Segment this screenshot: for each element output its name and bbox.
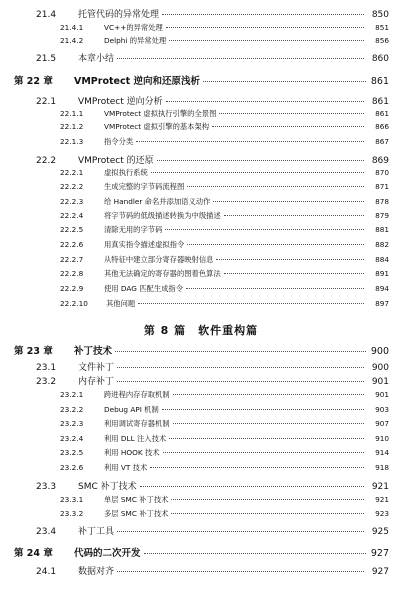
entry-title: 补丁工具 [78, 527, 115, 537]
toc-subsection-entry[interactable] [0, 122, 402, 132]
toc-subsection-entry[interactable] [0, 495, 402, 505]
dot-leader [150, 467, 364, 468]
entry-title: 本章小结 [78, 54, 115, 64]
part-heading: 第 8 篇 软件重构篇 [143, 324, 259, 337]
entry-number: 23.2.5 [60, 448, 84, 457]
dot-leader [140, 486, 364, 487]
entry-page-number: 894 [375, 284, 389, 293]
dot-leader [162, 409, 364, 410]
entry-number: 22.2.10 [60, 299, 88, 308]
dot-leader [138, 303, 364, 304]
entry-page-number: 851 [375, 23, 389, 32]
entry-page-number: 907 [375, 419, 389, 428]
toc-subsection-entry[interactable] [0, 463, 402, 473]
entry-page-number: 910 [375, 434, 389, 443]
entry-number: 24.1 [36, 567, 57, 577]
dot-leader [186, 288, 364, 289]
entry-title: 指令分类 [104, 137, 134, 146]
entry-number: 22.2.7 [60, 255, 84, 264]
dot-leader [169, 40, 364, 41]
entry-title: 将字节码的低级描述转换为中级描述 [104, 211, 221, 220]
dot-leader [144, 553, 366, 554]
entry-page-number: 856 [375, 36, 389, 45]
entry-number: 23.3.2 [60, 509, 84, 518]
toc-section-entry[interactable] [0, 51, 402, 64]
entry-number: 22.1.1 [60, 109, 84, 118]
toc-subsection-entry[interactable] [0, 269, 402, 279]
toc-subsection-entry[interactable] [0, 448, 402, 458]
dot-leader [151, 172, 364, 173]
entry-page-number: 879 [375, 211, 389, 220]
entry-number: 第 23 章 [14, 346, 53, 357]
dot-leader [136, 141, 364, 142]
entry-title: 其他无法确定的寄存器的图着色算法 [104, 269, 221, 278]
toc-section-entry[interactable] [0, 7, 402, 20]
entry-number: 21.4.1 [60, 23, 84, 32]
entry-number: 22.2.3 [60, 197, 84, 206]
entry-page-number: 901 [371, 377, 389, 387]
entry-page-number: 861 [375, 109, 389, 118]
entry-title: VC++的异常处理 [104, 23, 163, 32]
entry-page-number: 870 [375, 168, 389, 177]
toc-subsection-entry[interactable] [0, 225, 402, 235]
toc-subsection-entry[interactable] [0, 109, 402, 119]
entry-title: Delphi 的异常处理 [104, 36, 167, 45]
entry-title: 给 Handler 命名并添加语义动作 [104, 197, 211, 206]
dot-leader [115, 351, 366, 352]
dot-leader [166, 27, 364, 28]
dot-leader [163, 452, 364, 453]
entry-page-number: 900 [370, 346, 389, 357]
entry-title: 从特征中建立部分寄存器映射信息 [104, 255, 214, 264]
toc-subsection-entry[interactable] [0, 168, 402, 178]
entry-page-number: 871 [375, 182, 389, 191]
entry-number: 22.2 [36, 156, 57, 166]
dot-leader [117, 381, 364, 382]
entry-page-number: 900 [371, 363, 389, 373]
dot-leader [171, 499, 364, 500]
entry-page-number: 881 [375, 225, 389, 234]
entry-title: 单层 SMC 补丁技术 [104, 495, 169, 504]
toc-subsection-entry[interactable] [0, 255, 402, 265]
entry-page-number: 867 [375, 137, 389, 146]
entry-number: 23.2.2 [60, 405, 84, 414]
entry-number: 22.1 [36, 97, 57, 107]
dot-leader [117, 58, 364, 59]
entry-number: 23.4 [36, 527, 57, 537]
entry-title: Debug API 机制 [104, 405, 159, 414]
entry-page-number: 869 [371, 156, 389, 166]
dot-leader [219, 113, 364, 114]
entry-number: 21.4 [36, 10, 57, 20]
toc-section-entry[interactable] [0, 360, 402, 373]
entry-title: 跨进程内存存取机制 [104, 390, 170, 399]
dot-leader [162, 14, 364, 15]
entry-page-number: 866 [375, 122, 389, 131]
entry-title: VMProtect 虚拟引擎的基本架构 [104, 122, 210, 131]
dot-leader [216, 259, 364, 260]
entry-title: 多层 SMC 补丁技术 [104, 509, 169, 518]
toc-chapter-entry[interactable] [0, 343, 402, 357]
entry-page-number: 927 [370, 548, 389, 559]
dot-leader [187, 186, 364, 187]
dot-leader [166, 101, 364, 102]
entry-title: 利用 HOOK 技术 [104, 448, 160, 457]
dot-leader [117, 367, 364, 368]
toc-subsection-entry[interactable] [0, 137, 402, 147]
entry-title: 托管代码的异常处理 [78, 10, 160, 20]
dot-leader [212, 126, 364, 127]
toc-chapter-entry[interactable] [0, 545, 402, 559]
entry-number: 22.2.2 [60, 182, 84, 191]
toc-section-entry[interactable] [0, 524, 402, 537]
entry-number: 21.4.2 [60, 36, 84, 45]
dot-leader [203, 81, 366, 82]
entry-title: 代码的二次开发 [74, 548, 141, 559]
entry-page-number: 861 [371, 97, 389, 107]
entry-number: 第 24 章 [14, 548, 53, 559]
toc-subsection-entry[interactable] [0, 284, 402, 294]
entry-number: 23.2.3 [60, 419, 84, 428]
entry-page-number: 882 [375, 240, 389, 249]
entry-page-number: 921 [371, 482, 389, 492]
toc-section-entry[interactable] [0, 94, 402, 107]
toc-section-entry[interactable] [0, 564, 402, 577]
entry-number: 22.2.8 [60, 269, 84, 278]
toc-subsection-entry[interactable] [0, 36, 402, 46]
entry-title: 使用 DAG 匹配生成指令 [104, 284, 184, 293]
toc-subsection-entry[interactable] [0, 23, 402, 33]
toc-chapter-entry[interactable] [0, 73, 402, 87]
entry-number: 23.3 [36, 482, 57, 492]
entry-page-number: 918 [375, 463, 389, 472]
toc-subsection-entry[interactable] [0, 419, 402, 429]
entry-page-number: 897 [375, 299, 389, 308]
entry-page-number: 921 [375, 495, 389, 504]
dot-leader [213, 201, 364, 202]
toc-section-entry[interactable] [0, 479, 402, 492]
entry-page-number: 891 [375, 269, 389, 278]
toc-subsection-entry[interactable] [0, 197, 402, 207]
dot-leader [224, 273, 364, 274]
dot-leader [224, 215, 364, 216]
entry-number: 第 22 章 [14, 76, 53, 87]
entry-title: SMC 补丁技术 [78, 482, 137, 492]
entry-title: 生成完整的字节码流程图 [104, 182, 185, 191]
entry-title: 虚拟执行系统 [104, 168, 148, 177]
toc-subsection-entry[interactable] [0, 390, 402, 400]
toc-subsection-entry[interactable] [0, 299, 402, 309]
entry-page-number: 927 [371, 567, 389, 577]
entry-title: 文件补丁 [78, 363, 115, 373]
entry-number: 22.1.2 [60, 122, 84, 131]
entry-number: 22.2.6 [60, 240, 84, 249]
entry-title: 利用 VT 技术 [104, 463, 148, 472]
entry-title: 利用调试寄存器机制 [104, 419, 170, 428]
entry-title: VMProtect 虚拟执行引擎的全景图 [104, 109, 217, 118]
dot-leader [171, 513, 364, 514]
entry-title: 内存补丁 [78, 377, 115, 387]
entry-page-number: 925 [371, 527, 389, 537]
entry-title: 其他问题 [106, 299, 136, 308]
dot-leader [117, 571, 364, 572]
toc-subsection-entry[interactable] [0, 211, 402, 221]
entry-page-number: 850 [371, 10, 389, 20]
entry-title: VMProtect 逆向分析 [78, 97, 163, 107]
entry-number: 22.2.5 [60, 225, 84, 234]
entry-number: 23.3.1 [60, 495, 84, 504]
entry-page-number: 884 [375, 255, 389, 264]
toc-subsection-entry[interactable] [0, 509, 402, 519]
dot-leader [117, 531, 364, 532]
toc-section-entry[interactable] [0, 374, 402, 387]
entry-number: 21.5 [36, 54, 57, 64]
entry-number: 23.1 [36, 363, 57, 373]
toc-section-entry[interactable] [0, 153, 402, 166]
entry-title: VMProtect 的还原 [78, 156, 154, 166]
entry-page-number: 861 [370, 76, 389, 87]
entry-number: 22.2.1 [60, 168, 84, 177]
entry-number: 22.1.3 [60, 137, 84, 146]
entry-page-number: 860 [371, 54, 389, 64]
entry-title: 补丁技术 [74, 346, 113, 357]
dot-leader [173, 394, 364, 395]
entry-title: 数据对齐 [78, 567, 115, 577]
entry-title: VMProtect 逆向和还原浅析 [74, 76, 200, 87]
entry-page-number: 878 [375, 197, 389, 206]
entry-number: 23.2 [36, 377, 57, 387]
dot-leader [165, 229, 364, 230]
toc-subsection-entry[interactable] [0, 434, 402, 444]
dot-leader [169, 438, 364, 439]
entry-number: 22.2.9 [60, 284, 84, 293]
toc-subsection-entry[interactable] [0, 405, 402, 415]
dot-leader [157, 160, 364, 161]
entry-title: 利用 DLL 注入技术 [104, 434, 167, 443]
dot-leader [187, 244, 364, 245]
entry-number: 23.2.4 [60, 434, 84, 443]
toc-subsection-entry[interactable] [0, 182, 402, 192]
entry-title: 清除无用的字节码 [104, 225, 163, 234]
entry-title: 用真实指令描述虚拟指令 [104, 240, 185, 249]
toc-subsection-entry[interactable] [0, 240, 402, 250]
entry-number: 23.2.1 [60, 390, 84, 399]
entry-number: 22.2.4 [60, 211, 84, 220]
entry-page-number: 901 [375, 390, 389, 399]
entry-page-number: 914 [375, 448, 389, 457]
entry-page-number: 923 [375, 509, 389, 518]
dot-leader [173, 423, 364, 424]
entry-page-number: 903 [375, 405, 389, 414]
entry-number: 23.2.6 [60, 463, 84, 472]
